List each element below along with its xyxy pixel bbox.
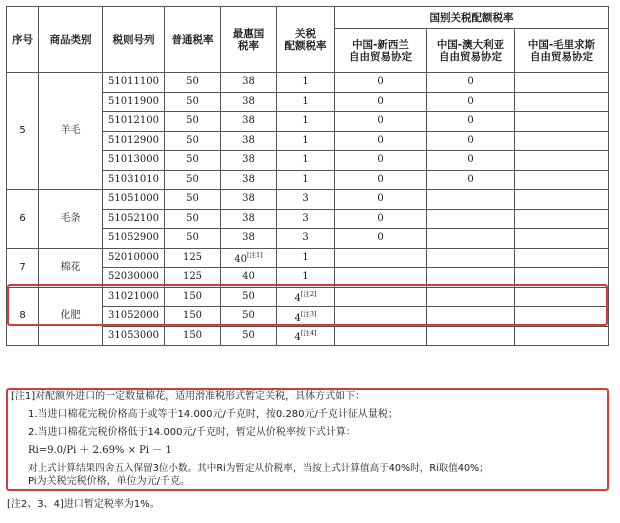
fta-nz-cell — [335, 326, 427, 346]
quota-rate-cell — [277, 190, 335, 210]
fta-mu-cell — [515, 73, 609, 93]
general-rate-cell-value: 50 — [186, 154, 199, 166]
mfn-rate-cell-value: 38 — [242, 95, 255, 107]
fta-nz-cell — [335, 151, 427, 171]
fta-nz-cell — [335, 112, 427, 132]
fta-au-cell — [427, 209, 515, 229]
tariff-code-cell — [103, 268, 165, 288]
fta-nz-cell — [335, 73, 427, 93]
general-rate-cell — [165, 151, 221, 171]
general-rate-cell-value: 50 — [186, 95, 199, 107]
general-rate-cell-value: 150 — [182, 290, 203, 302]
fta-au-cell — [427, 229, 515, 249]
tariff-code-cell — [103, 170, 165, 190]
header-tariff-code: 税则号列 — [103, 7, 165, 73]
general-rate-cell-value: 150 — [182, 329, 203, 341]
mfn-rate-cell — [221, 112, 277, 132]
note-1-item-1: 1.当进口棉花完税价格高于或等于14.000元/千克时，按0.280元/千克计征从量税； — [28, 409, 398, 420]
general-rate-cell-value: 50 — [186, 76, 199, 88]
quota-rate-cell-value: 3 — [302, 212, 309, 224]
tariff-code-cell-value: 51052900 — [108, 232, 159, 244]
footnote-marker: [注2] — [300, 290, 317, 299]
fta-mu-cell — [515, 190, 609, 210]
mfn-rate-cell-value: 50 — [242, 329, 255, 341]
mfn-rate-cell-value: 38 — [242, 154, 255, 166]
footnote-marker: [注1] — [247, 251, 263, 260]
fta-au-cell — [427, 112, 515, 132]
quota-rate-cell — [277, 307, 335, 327]
fta-nz-cell — [335, 131, 427, 151]
quota-rate-cell — [277, 229, 335, 249]
fta-nz-cell — [335, 209, 427, 229]
tariff-code-cell — [103, 151, 165, 171]
quota-rate-cell — [277, 92, 335, 112]
mfn-rate-cell — [221, 248, 277, 268]
table-row — [7, 190, 609, 210]
quota-rate-cell-value: 1 — [302, 76, 309, 88]
quota-rate-cell — [277, 112, 335, 132]
fta-mu-cell — [515, 268, 609, 288]
quota-rate-cell — [277, 248, 335, 268]
quota-rate-cell-value: 4 — [294, 332, 301, 344]
mfn-rate-cell — [221, 287, 277, 307]
fta-au-cell — [427, 190, 515, 210]
fta-au-cell — [427, 326, 515, 346]
fta-nz-cell-value: 0 — [377, 76, 384, 88]
seq-cell: 5 — [7, 73, 39, 190]
fta-nz-cell-value: 0 — [377, 154, 384, 166]
header-quota-rate: 关税 配额税率 — [277, 7, 335, 73]
category-cell: 棉花 — [39, 248, 103, 287]
general-rate-cell-value: 125 — [182, 251, 203, 263]
general-rate-cell-value: 50 — [186, 193, 199, 205]
tariff-code-cell — [103, 92, 165, 112]
mfn-rate-cell-value: 38 — [242, 76, 255, 88]
general-rate-cell-value: 50 — [186, 115, 199, 127]
general-rate-cell — [165, 131, 221, 151]
tariff-code-cell — [103, 73, 165, 93]
fta-au-cell — [427, 92, 515, 112]
tariff-code-cell — [103, 190, 165, 210]
header-country-quota-group: 国别关税配额税率 — [335, 7, 609, 29]
fta-nz-cell-value: 0 — [377, 115, 384, 127]
notes-highlight-box — [6, 388, 609, 491]
header-category: 商品类别 — [39, 7, 103, 73]
tariff-code-cell-value: 51012900 — [108, 134, 159, 146]
general-rate-cell — [165, 326, 221, 346]
fta-mu-cell — [515, 229, 609, 249]
fta-au-cell — [427, 73, 515, 93]
fta-mu-cell — [515, 287, 609, 307]
tariff-code-cell — [103, 248, 165, 268]
mfn-rate-cell-value: 38 — [242, 134, 255, 146]
tariff-code-cell-value: 51052100 — [108, 212, 159, 224]
mfn-rate-cell — [221, 229, 277, 249]
fta-mu-cell — [515, 151, 609, 171]
note-1-explain: 对上式计算结果四舍五入保留3位小数。其中Ri为暂定从价税率，当按上式计算值高于40%时，Ri取值40%； — [28, 463, 489, 474]
fta-au-cell — [427, 248, 515, 268]
mfn-rate-cell — [221, 170, 277, 190]
quota-rate-cell-value: 1 — [302, 173, 309, 185]
mfn-rate-cell — [221, 307, 277, 327]
tariff-code-cell — [103, 287, 165, 307]
quota-rate-cell-value: 1 — [302, 251, 309, 263]
general-rate-cell-value: 50 — [186, 232, 199, 244]
fta-au-cell — [427, 131, 515, 151]
header-general-rate: 普通税率 — [165, 7, 221, 73]
header-mfn-rate: 最惠国 税率 — [221, 7, 277, 73]
quota-rate-cell — [277, 151, 335, 171]
general-rate-cell-value: 50 — [186, 173, 199, 185]
fta-mu-cell — [515, 131, 609, 151]
tariff-code-cell-value: 31053000 — [108, 329, 159, 341]
fta-au-cell-value: 0 — [467, 95, 474, 107]
fta-nz-cell — [335, 287, 427, 307]
quota-rate-cell-value: 1 — [302, 115, 309, 127]
quota-rate-cell-value: 1 — [302, 134, 309, 146]
mfn-rate-cell-value: 50 — [242, 310, 255, 322]
fta-nz-cell-value: 0 — [377, 134, 384, 146]
tariff-code-cell-value: 51031010 — [108, 173, 159, 185]
tariff-code-cell — [103, 112, 165, 132]
table-row — [7, 287, 609, 307]
fta-au-cell-value: 0 — [467, 115, 474, 127]
fta-au-cell-value: 0 — [467, 76, 474, 88]
fta-au-cell-value: 0 — [467, 134, 474, 146]
tariff-code-cell-value: 51013000 — [108, 154, 159, 166]
mfn-rate-cell-value: 38 — [242, 193, 255, 205]
fta-nz-cell-value: 0 — [377, 173, 384, 185]
note-1-pi-definition: Pi为关税完税价格，单位为元/千克。 — [28, 476, 190, 487]
table-row — [7, 73, 609, 93]
general-rate-cell — [165, 92, 221, 112]
header-fta-australia: 中国-澳大利亚 自由贸易协定 — [427, 29, 515, 73]
quota-rate-cell — [277, 131, 335, 151]
seq-cell: 6 — [7, 190, 39, 249]
tariff-quota-table-region — [6, 6, 608, 346]
fta-mu-cell — [515, 209, 609, 229]
general-rate-cell — [165, 229, 221, 249]
general-rate-cell-value: 50 — [186, 134, 199, 146]
mfn-rate-cell — [221, 326, 277, 346]
category-cell: 毛条 — [39, 190, 103, 249]
mfn-rate-cell-value: 50 — [242, 290, 255, 302]
quota-rate-cell-value: 1 — [302, 95, 309, 107]
quota-rate-cell — [277, 287, 335, 307]
general-rate-cell-value: 50 — [186, 212, 199, 224]
quota-rate-cell-value: 1 — [302, 154, 309, 166]
quota-rate-cell — [277, 73, 335, 93]
general-rate-cell — [165, 209, 221, 229]
general-rate-cell — [165, 268, 221, 288]
header-fta-mauritius: 中国-毛里求斯 自由贸易协定 — [515, 29, 609, 73]
general-rate-cell-value: 150 — [182, 310, 203, 322]
fta-mu-cell — [515, 307, 609, 327]
fta-mu-cell — [515, 170, 609, 190]
seq-cell: 7 — [7, 248, 39, 287]
fta-mu-cell — [515, 112, 609, 132]
mfn-rate-cell — [221, 151, 277, 171]
note-1-item-2: 2.当进口棉花完税价格低于14.000元/千克时，暂定从价税率按下式计算： — [28, 427, 356, 438]
fta-au-cell — [427, 268, 515, 288]
fta-mu-cell — [515, 92, 609, 112]
general-rate-cell — [165, 190, 221, 210]
fta-au-cell-value: 0 — [467, 154, 474, 166]
tariff-code-cell-value: 31021000 — [108, 290, 159, 302]
header-fta-new-zealand: 中国-新西兰 自由贸易协定 — [335, 29, 427, 73]
quota-rate-cell — [277, 326, 335, 346]
note-1-formula: Ri=9.0/Pi ＋ 2.69% × Pi － 1 — [28, 445, 172, 456]
fta-au-cell — [427, 170, 515, 190]
tariff-quota-table — [6, 6, 609, 346]
tariff-code-cell — [103, 326, 165, 346]
general-rate-cell — [165, 307, 221, 327]
tariff-code-cell — [103, 307, 165, 327]
tariff-code-cell-value: 51011900 — [108, 95, 159, 107]
quota-rate-cell-value: 3 — [302, 193, 309, 205]
header-seq: 序号 — [7, 7, 39, 73]
note-1-intro: [注1]对配额外进口的一定数量棉花，适用滑准税形式暂定关税，具体方式如下： — [11, 391, 366, 402]
mfn-rate-cell — [221, 209, 277, 229]
quota-rate-cell-value: 1 — [302, 271, 309, 283]
category-cell: 羊毛 — [39, 73, 103, 190]
fta-mu-cell — [515, 326, 609, 346]
general-rate-cell — [165, 248, 221, 268]
general-rate-cell — [165, 170, 221, 190]
general-rate-cell — [165, 73, 221, 93]
tariff-code-cell-value: 31052000 — [108, 310, 159, 322]
mfn-rate-cell — [221, 131, 277, 151]
quota-rate-cell — [277, 268, 335, 288]
tariff-code-cell-value: 51051000 — [108, 193, 159, 205]
mfn-rate-cell-value: 40 — [242, 271, 255, 283]
fta-nz-cell-value: 0 — [377, 193, 384, 205]
footnote-marker: [注3] — [300, 309, 317, 318]
mfn-rate-cell — [221, 268, 277, 288]
fta-au-cell — [427, 151, 515, 171]
fta-nz-cell — [335, 92, 427, 112]
general-rate-cell — [165, 112, 221, 132]
table-body — [7, 73, 609, 346]
fta-nz-cell-value: 0 — [377, 212, 384, 224]
mfn-rate-cell-value: 38 — [242, 115, 255, 127]
fta-nz-cell — [335, 307, 427, 327]
fta-nz-cell-value: 0 — [377, 232, 384, 244]
tariff-code-cell — [103, 131, 165, 151]
fta-nz-cell — [335, 248, 427, 268]
fta-au-cell — [427, 307, 515, 327]
tariff-code-cell — [103, 209, 165, 229]
mfn-rate-cell — [221, 190, 277, 210]
tariff-code-cell-value: 51011100 — [108, 76, 159, 88]
fta-nz-cell — [335, 190, 427, 210]
fta-nz-cell — [335, 170, 427, 190]
general-rate-cell — [165, 287, 221, 307]
category-cell: 化肥 — [39, 287, 103, 346]
fta-mu-cell — [515, 248, 609, 268]
quota-rate-cell — [277, 209, 335, 229]
mfn-rate-cell-value: 40 — [234, 254, 247, 266]
mfn-rate-cell-value: 38 — [242, 173, 255, 185]
mfn-rate-cell — [221, 92, 277, 112]
tariff-code-cell-value: 51012100 — [108, 115, 159, 127]
quota-rate-cell-value: 4 — [294, 312, 301, 324]
fta-nz-cell — [335, 268, 427, 288]
quota-rate-cell-value: 3 — [302, 232, 309, 244]
mfn-rate-cell-value: 38 — [242, 232, 255, 244]
fta-au-cell — [427, 287, 515, 307]
tariff-code-cell-value: 52010000 — [108, 251, 159, 263]
tariff-code-cell-value: 52030000 — [108, 271, 159, 283]
fta-nz-cell — [335, 229, 427, 249]
quota-rate-cell-value: 4 — [294, 293, 301, 305]
mfn-rate-cell — [221, 73, 277, 93]
footnote-marker: [注4] — [300, 329, 317, 338]
tariff-code-cell — [103, 229, 165, 249]
mfn-rate-cell-value: 38 — [242, 212, 255, 224]
table-row — [7, 248, 609, 268]
fta-au-cell-value: 0 — [467, 173, 474, 185]
fta-nz-cell-value: 0 — [377, 95, 384, 107]
general-rate-cell-value: 125 — [182, 271, 203, 283]
seq-cell: 8 — [7, 287, 39, 346]
note-2-3-4: [注2、3、4]进口暂定税率为1%。 — [7, 499, 160, 510]
quota-rate-cell — [277, 170, 335, 190]
